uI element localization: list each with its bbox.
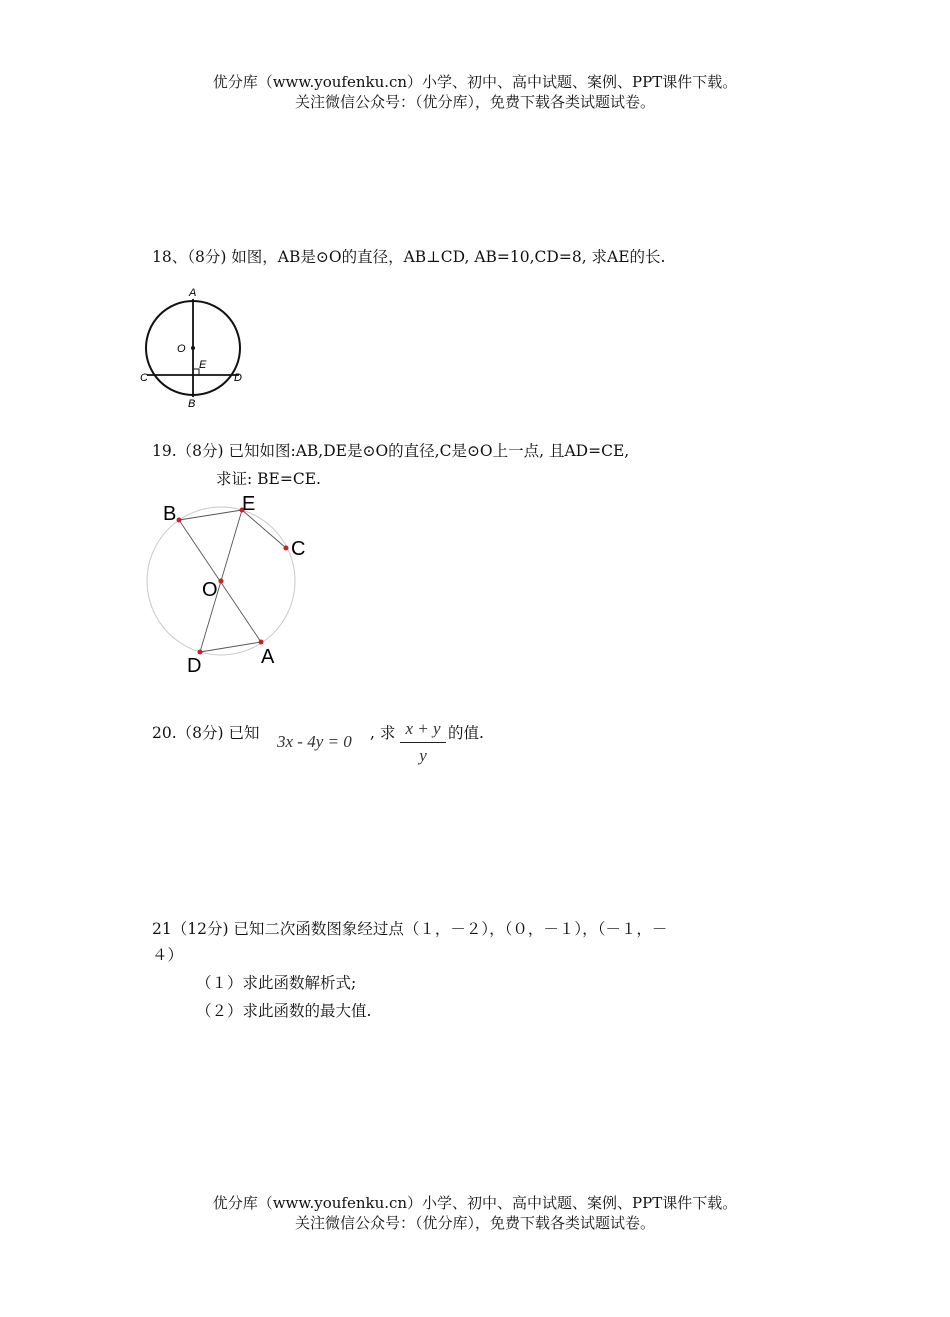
q19-segment-ad	[200, 642, 261, 652]
header-line-1: 优分库（www.youfenku.cn）小学、初中、高中试题、案例、PPT课件下载。	[212, 73, 738, 91]
q18-label-a: A	[189, 287, 197, 299]
q18-figure	[135, 286, 255, 412]
q19-label-e: E	[242, 493, 256, 515]
q19-label-b: B	[163, 503, 177, 525]
q18-center-dot	[191, 346, 195, 350]
q20-suffix: 的值.	[448, 724, 484, 742]
q21-part-1: （１）求此函数解析式;	[196, 974, 357, 992]
q19-point-b	[177, 518, 182, 523]
q19-point-d	[198, 650, 203, 655]
q20-prefix: 20.（8分) 已知	[152, 724, 260, 742]
q18-label-d: D	[234, 372, 242, 384]
q20-fraction-denominator: y	[419, 746, 427, 765]
footer-line-2: 关注微信公众号：（优分库），免费下载各类试题试卷。	[294, 1214, 655, 1232]
footer-line-1: 优分库（www.youfenku.cn）小学、初中、高中试题、案例、PPT课件下载。	[212, 1194, 738, 1212]
q19-text: 19.（8分) 已知如图:AB,DE是⊙O的直径,C是⊙O上一点, 且AD=CE,	[152, 442, 630, 460]
q20-fraction-numerator: x + y	[405, 719, 441, 738]
q20-mid: , 求	[370, 724, 396, 742]
q18-label-e: E	[199, 359, 207, 371]
q18-label-o: O	[177, 343, 186, 355]
q19-point-c	[284, 546, 289, 551]
header-line-2: 关注微信公众号：（优分库），免费下载各类试题试卷。	[294, 93, 655, 111]
q21-line-1: 21（12分) 已知二次函数图象经过点（１，－２），（０，－１），（－１，－	[152, 920, 668, 938]
q18-label-b: B	[188, 398, 196, 410]
q21-line-2: ４）	[152, 946, 184, 964]
q20-equation: 3x - 4y = 0	[277, 732, 352, 751]
q19-prove: 求证: BE=CE.	[216, 470, 321, 488]
q21-part-2: （２）求此函数的最大值.	[196, 1002, 372, 1020]
q19-label-d: D	[187, 655, 202, 677]
q18-label-c: C	[140, 372, 148, 384]
q19-label-o: O	[202, 579, 218, 601]
q19-point-o	[219, 579, 224, 584]
q19-label-c: C	[291, 538, 306, 560]
q18-text: 18、（8分) 如图，AB是⊙O的直径，AB⊥CD, AB=10,CD=8, 求AE的长.	[152, 248, 666, 266]
q19-label-a: A	[261, 646, 275, 668]
q20-fraction-bar	[400, 742, 446, 743]
q19-point-a	[259, 640, 264, 645]
q19-segment-ce	[242, 510, 286, 548]
q19-figure	[140, 486, 340, 682]
